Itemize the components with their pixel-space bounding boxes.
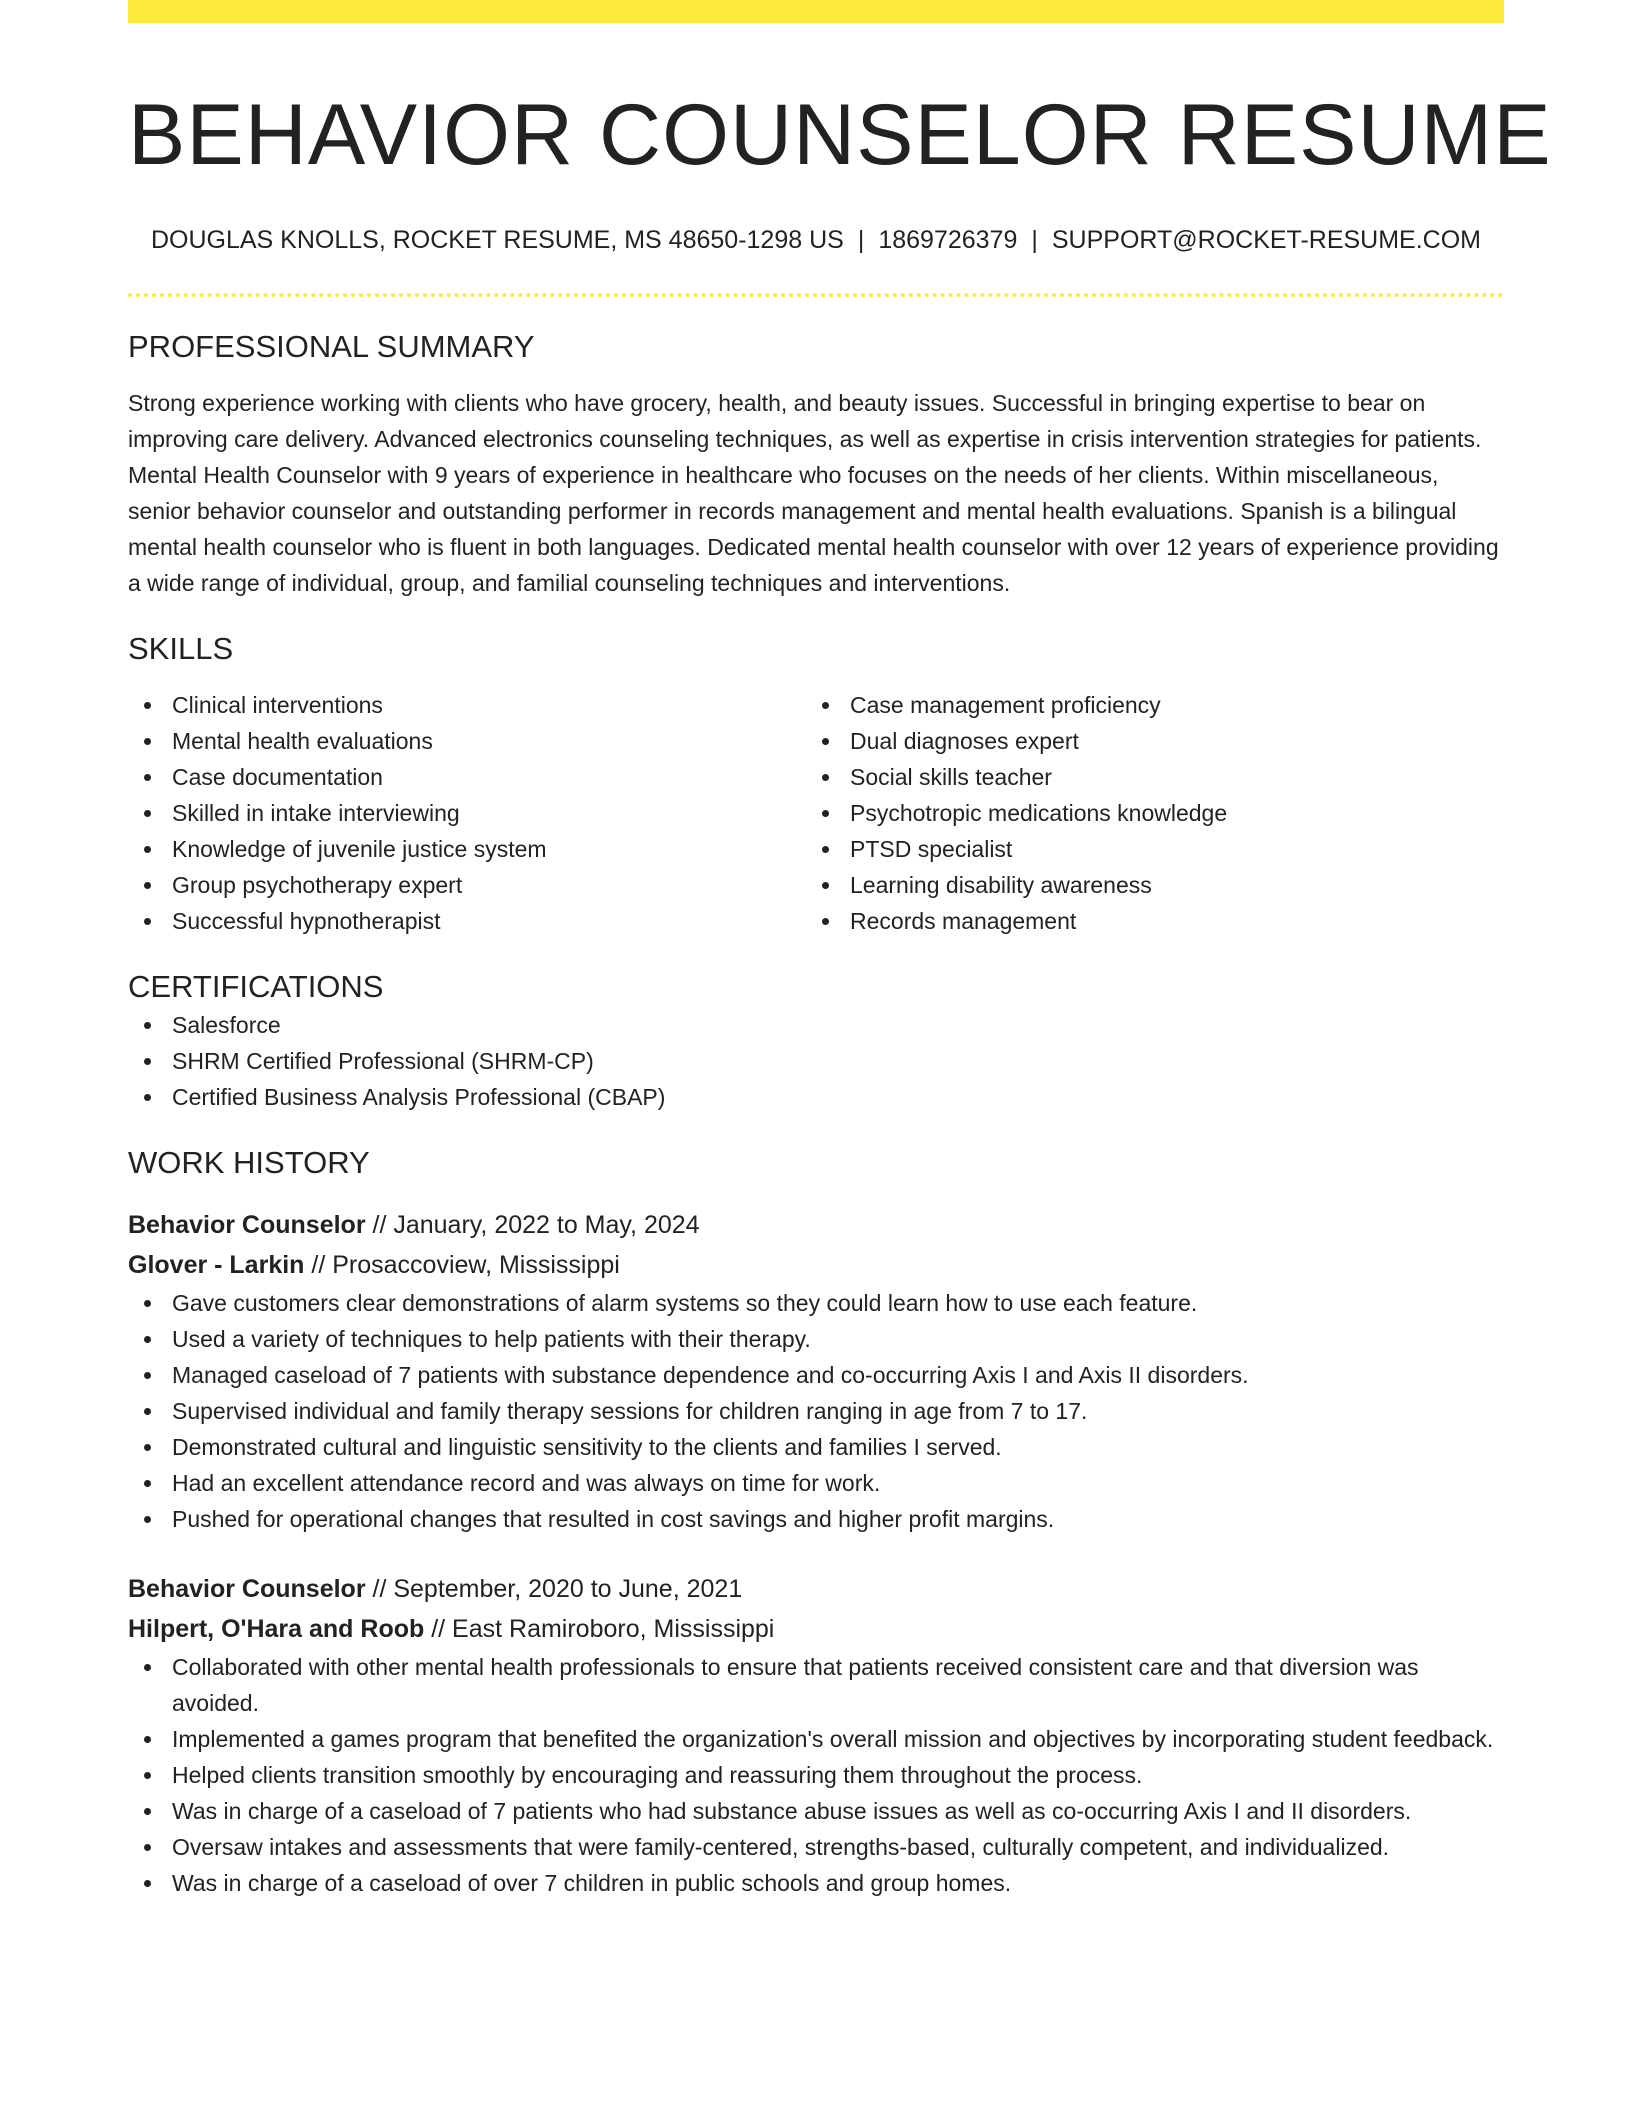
- dotted-divider: [128, 293, 1504, 297]
- job-title: Behavior Counselor: [128, 1211, 366, 1239]
- job-title-line: [128, 1569, 1504, 1609]
- resume-page: [128, 0, 1552, 1901]
- list-item: Managed caseload of 7 patients with substance dependence and co-occurring Axis I and Axis II disorders.: [128, 1357, 1504, 1393]
- list-item: Skilled in intake interviewing: [128, 795, 806, 831]
- list-item: Had an excellent attendance record and was always on time for work.: [128, 1465, 1504, 1501]
- list-item: Social skills teacher: [806, 759, 1484, 795]
- list-item: Pushed for operational changes that resulted in cost savings and higher profit margins.: [128, 1501, 1504, 1537]
- contact-separator: |: [1031, 226, 1038, 254]
- contact-address: DOUGLAS KNOLLS, ROCKET RESUME, MS 48650-1298 US: [150, 226, 844, 254]
- list-item: Implemented a games program that benefited the organization's overall mission and objectives by incorporating student feedback.: [128, 1721, 1504, 1757]
- list-item: Collaborated with other mental health professionals to ensure that patients received consistent care and that diversion was avoided.: [128, 1649, 1504, 1721]
- job-company: Hilpert, O'Hara and Roob: [128, 1615, 425, 1643]
- list-item: Gave customers clear demonstrations of alarm systems so they could learn how to use each feature.: [128, 1285, 1504, 1321]
- certifications-list: [128, 1007, 1504, 1115]
- list-item: Demonstrated cultural and linguistic sensitivity to the clients and families I served.: [128, 1429, 1504, 1465]
- skills-list-right: [806, 687, 1484, 939]
- list-item: Successful hypnotherapist: [128, 903, 806, 939]
- list-item: Clinical interventions: [128, 687, 806, 723]
- list-item: Records management: [806, 903, 1484, 939]
- list-item: Oversaw intakes and assessments that were family-centered, strengths-based, culturally competent, and individualized.: [128, 1829, 1504, 1865]
- skills-heading: SKILLS: [128, 631, 234, 666]
- job-bullets: [128, 1649, 1504, 1901]
- job-title-line: [128, 1205, 1504, 1245]
- work-history-heading: WORK HISTORY: [128, 1145, 370, 1180]
- job-location: // East Ramiroboro, Mississippi: [424, 1615, 775, 1643]
- list-item: Learning disability awareness: [806, 867, 1484, 903]
- list-item: Salesforce: [128, 1007, 1504, 1043]
- job-company-line: [128, 1245, 1504, 1285]
- list-item: Supervised individual and family therapy sessions for children ranging in age from 7 to 17.: [128, 1393, 1504, 1429]
- document-title: BEHAVIOR COUNSELOR RESUME: [128, 87, 1552, 183]
- contact-email: SUPPORT@ROCKET-RESUME.COM: [1051, 226, 1482, 254]
- job-bullets: [128, 1285, 1504, 1537]
- contact-line: [128, 223, 1504, 257]
- job-title: Behavior Counselor: [128, 1575, 366, 1603]
- list-item: Knowledge of juvenile justice system: [128, 831, 806, 867]
- summary-heading: PROFESSIONAL SUMMARY: [128, 329, 535, 364]
- list-item: Dual diagnoses expert: [806, 723, 1484, 759]
- list-item: SHRM Certified Professional (SHRM-CP): [128, 1043, 1504, 1079]
- skills-grid: [128, 687, 1504, 939]
- certifications-heading: CERTIFICATIONS: [128, 969, 384, 1004]
- summary-text: Strong experience working with clients who have grocery, health, and beauty issues. Successful in bringing expertise to bear on improving care delivery. Advanced electronics counseling techniques, as well as expertise in crisis intervention strategies for patients. Mental Health Counselor with 9 years of experience in healthcare who focuses on the needs of her clients. Within miscellaneous, senior behavior counselor and outstanding performer in records management and mental health evaluations. Spanish is a bilingual mental health counselor who is fluent in both languages. Dedicated mental health counselor with over 12 years of experience providing a wide range of individual, group, and familial counseling techniques and interventions.: [128, 390, 1499, 596]
- list-item: Group psychotherapy expert: [128, 867, 806, 903]
- skills-column-right: [806, 687, 1484, 939]
- list-item: Psychotropic medications knowledge: [806, 795, 1484, 831]
- job-dates: // September, 2020 to June, 2021: [365, 1575, 743, 1603]
- job-dates: // January, 2022 to May, 2024: [365, 1211, 700, 1239]
- list-item: Case management proficiency: [806, 687, 1484, 723]
- job-entry: [128, 1569, 1504, 1901]
- contact-phone: 1869726379: [878, 226, 1018, 254]
- list-item: Was in charge of a caseload of over 7 children in public schools and group homes.: [128, 1865, 1504, 1901]
- list-item: Certified Business Analysis Professional (CBAP): [128, 1079, 1504, 1115]
- list-item: Case documentation: [128, 759, 806, 795]
- skills-column-left: [128, 687, 806, 939]
- list-item: Used a variety of techniques to help patients with their therapy.: [128, 1321, 1504, 1357]
- list-item: Was in charge of a caseload of 7 patients who had substance abuse issues as well as co-occurring Axis I and II disorders.: [128, 1793, 1504, 1829]
- list-item: PTSD specialist: [806, 831, 1484, 867]
- job-company-line: [128, 1609, 1504, 1649]
- job-company: Glover - Larkin: [128, 1251, 305, 1279]
- job-location: // Prosaccoview, Mississippi: [304, 1251, 620, 1279]
- contact-separator: |: [857, 226, 865, 254]
- list-item: Helped clients transition smoothly by encouraging and reassuring them throughout the process.: [128, 1757, 1504, 1793]
- accent-bar: [128, 0, 1504, 23]
- list-item: Mental health evaluations: [128, 723, 806, 759]
- job-entry: [128, 1205, 1504, 1537]
- skills-list-left: [128, 687, 806, 939]
